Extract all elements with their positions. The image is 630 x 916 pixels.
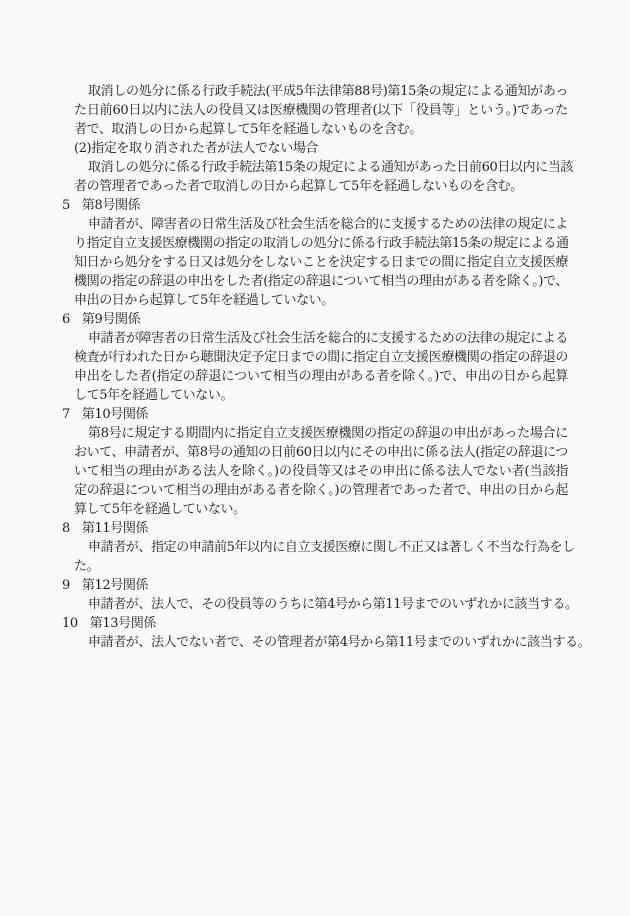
item-7-number: 7 [62,407,70,422]
intro-para2-line: 取消しの処分に係る行政手続法第15条の規定による通知があった日前60日以内に当該 [88,160,573,175]
item-6-body-line: 検査が行われた日から聴聞決定予定日までの間に指定自立支援医療機関の指定の辞退の [74,350,568,365]
intro-para1-line: た日前60日以内に法人の役員又は医療機関の管理者(以下「役員等」という。)であった [74,103,568,118]
item-6-body-line: 申出をした者(指定の辞退について相当の理由がある者を除く。)で、申出の日から起算 [74,369,568,384]
item-5-number: 5 [62,198,70,213]
item-6-number: 6 [62,312,70,327]
item-10-heading-row [62,614,568,633]
item-5-heading-row [62,196,568,215]
intro-para2-line: 者の管理者であった者で取消しの日から起算して5年を経過しないものを含む。 [74,179,523,194]
item-10-heading: 第13号関係 [89,616,156,631]
item-6-body-line: 申請者が障害者の日常生活及び社会生活を総合的に支援するための法律の規定による [88,331,568,346]
item-6-heading: 第9号関係 [81,312,141,327]
item-8-number: 8 [62,521,70,536]
item-9-heading: 第12号関係 [81,578,149,593]
item-6-body-line: して5年を経過していない。 [74,388,234,403]
item-8-body-line: た。 [74,559,100,574]
item-5-body-line: り指定自立支援医療機関の指定の取消しの処分に係る行政手続法第15条の規定による通 [74,236,569,251]
item-7-heading: 第10号関係 [81,407,149,422]
subitem-2-label: (2)指定を取り消された者が法人でない場合 [74,141,319,156]
item-10-body-line: 申請者が、法人でない者で、その管理者が第4号から第11号までのいずれかに該当する。 [88,635,591,650]
item-7-body-line: 第8号に規定する期間内に指定自立支援医療機関の指定の辞退の申出があった場合に [88,426,568,441]
item-8-body-line: 申請者が、指定の申請前5年以内に自立支援医療に関し不正又は著しく不当な行為をし [88,540,575,555]
item-5-heading: 第8号関係 [81,198,141,213]
item-7-body-line: 算して5年を経過していない。 [74,502,246,517]
item-5-body-line: 申請者が、障害者の日常生活及び社会生活を総合的に支援するための法律の規定によ [88,217,568,232]
item-5-body-line: 機関の指定の辞退の申出をした者(指定の辞退について相当の理由がある者を除く。)で、 [74,274,568,289]
intro-para1-line: 取消しの処分に係る行政手続法(平成5年法律第88号)第15条の規定による通知があっ [88,84,568,99]
item-9-number: 9 [62,578,70,593]
item-9-heading-row [62,576,568,595]
item-7-body-line: いて相当の理由がある法人を除く。)の役員等又はその申出に係る法人でない者(当該指 [74,464,568,479]
item-5-body-line: 申出の日から起算して5年を経過していない。 [74,293,334,308]
item-8-heading-row [62,519,568,538]
item-7-heading-row [62,405,568,424]
item-7-body-line: おいて、申請者が、第8号の通知の日前60日以内にその申出に係る法人(指定の辞退につ [74,445,568,460]
intro-para1-line: 者で、取消しの日から起算して5年を経過しないものを含む。 [74,122,422,137]
item-7-body-line: 定の辞退について相当の理由がある者を除く。)の管理者であった者で、申出の日から起 [74,483,568,498]
item-6-heading-row [62,310,568,329]
item-8-heading: 第11号関係 [81,521,149,536]
item-9-body-line: 申請者が、法人で、その役員等のうちに第4号から第11号までのいずれかに該当する。 [88,597,578,612]
item-5-body-line: 知日から処分をする日又は処分をしないことを決定する日までの間に指定自立支援医療 [74,255,568,270]
item-10-number: 10 [62,616,78,631]
